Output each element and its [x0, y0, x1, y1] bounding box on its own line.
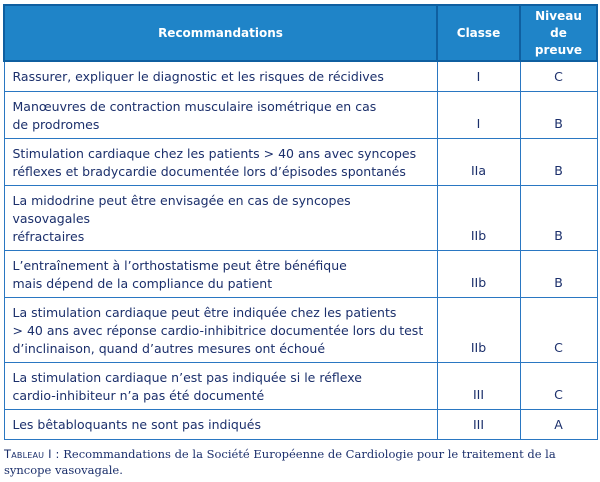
header-level-of-evidence — [520, 5, 597, 61]
header-class: Classe — [437, 5, 520, 61]
recommendation-text-line: > 40 ans avec réponse cardio-inhibitrice documentée lors du test — [12, 323, 424, 338]
table-row — [4, 298, 597, 363]
recommendation-text-line: La midodrine peut être envisagée en cas de syncopes vasovagales — [12, 193, 351, 226]
recommendation-cell — [4, 410, 437, 440]
level-of-evidence-cell: C — [520, 61, 597, 92]
recommendations-table-container — [3, 4, 596, 440]
level-of-evidence-cell: C — [520, 363, 597, 410]
recommendation-text-line: cardio-inhibiteur n’a pas été documenté — [12, 388, 265, 403]
class-cell: IIb — [437, 251, 520, 298]
level-of-evidence-cell: A — [520, 410, 597, 440]
header-level-line2: de preuve — [534, 25, 583, 57]
level-of-evidence-cell: B — [520, 92, 597, 139]
recommendation-text-line: Stimulation cardiaque chez les patients > 40 ans avec syncopes — [12, 146, 417, 161]
class-cell: I — [437, 92, 520, 139]
table-row — [4, 139, 597, 186]
class-cell: IIa — [437, 139, 520, 186]
table-row — [4, 186, 597, 251]
table-row — [4, 363, 597, 410]
header-recommendations: Recommandations — [4, 5, 437, 61]
recommendation-cell — [4, 139, 437, 186]
table-row — [4, 410, 597, 440]
class-cell: III — [437, 410, 520, 440]
recommendation-cell — [4, 251, 437, 298]
recommendation-text-line: d’inclinaison, quand d’autres mesures ont échoué — [12, 341, 326, 356]
level-of-evidence-cell: B — [520, 186, 597, 251]
recommendation-text-line: L’entraînement à l’orthostatisme peut être bénéfique — [12, 258, 347, 273]
recommendation-text-line: réfractaires — [12, 229, 85, 244]
table-row — [4, 251, 597, 298]
level-of-evidence-cell: B — [520, 251, 597, 298]
recommendation-cell — [4, 186, 437, 251]
table-caption — [4, 446, 596, 478]
table-row — [4, 92, 597, 139]
class-cell: III — [437, 363, 520, 410]
recommendation-cell — [4, 61, 437, 92]
recommendation-text-line: La stimulation cardiaque peut être indiquée chez les patients — [12, 305, 397, 320]
table-row — [4, 61, 597, 92]
header-level-line1: Niveau — [535, 8, 582, 23]
recommendation-text-line: de prodromes — [12, 117, 100, 132]
level-of-evidence-cell: B — [520, 139, 597, 186]
caption-text: Recommandations de la Société Européenne de Cardiologie pour le traitement de la syncope vasovagale. — [4, 447, 556, 477]
recommendation-text-line: Manœuvres de contraction musculaire isométrique en cas — [12, 99, 377, 114]
recommendation-text-line: Rassurer, expliquer le diagnostic et les risques de récidives — [12, 69, 384, 84]
table-header-row — [4, 5, 597, 61]
class-cell: IIb — [437, 186, 520, 251]
class-cell: I — [437, 61, 520, 92]
recommendation-cell — [4, 363, 437, 410]
caption-label: Tableau I : — [4, 447, 60, 461]
recommendations-table — [3, 4, 598, 440]
recommendation-text-line: mais dépend de la compliance du patient — [12, 276, 273, 291]
recommendation-cell — [4, 298, 437, 363]
recommendation-cell — [4, 92, 437, 139]
recommendation-text-line: Les bêtabloquants ne sont pas indiqués — [12, 417, 261, 432]
recommendation-text-line: La stimulation cardiaque n’est pas indiquée si le réflexe — [12, 370, 362, 385]
recommendation-text-line: réflexes et bradycardie documentée lors d’épisodes spontanés — [12, 164, 406, 179]
class-cell: IIb — [437, 298, 520, 363]
level-of-evidence-cell: C — [520, 298, 597, 363]
